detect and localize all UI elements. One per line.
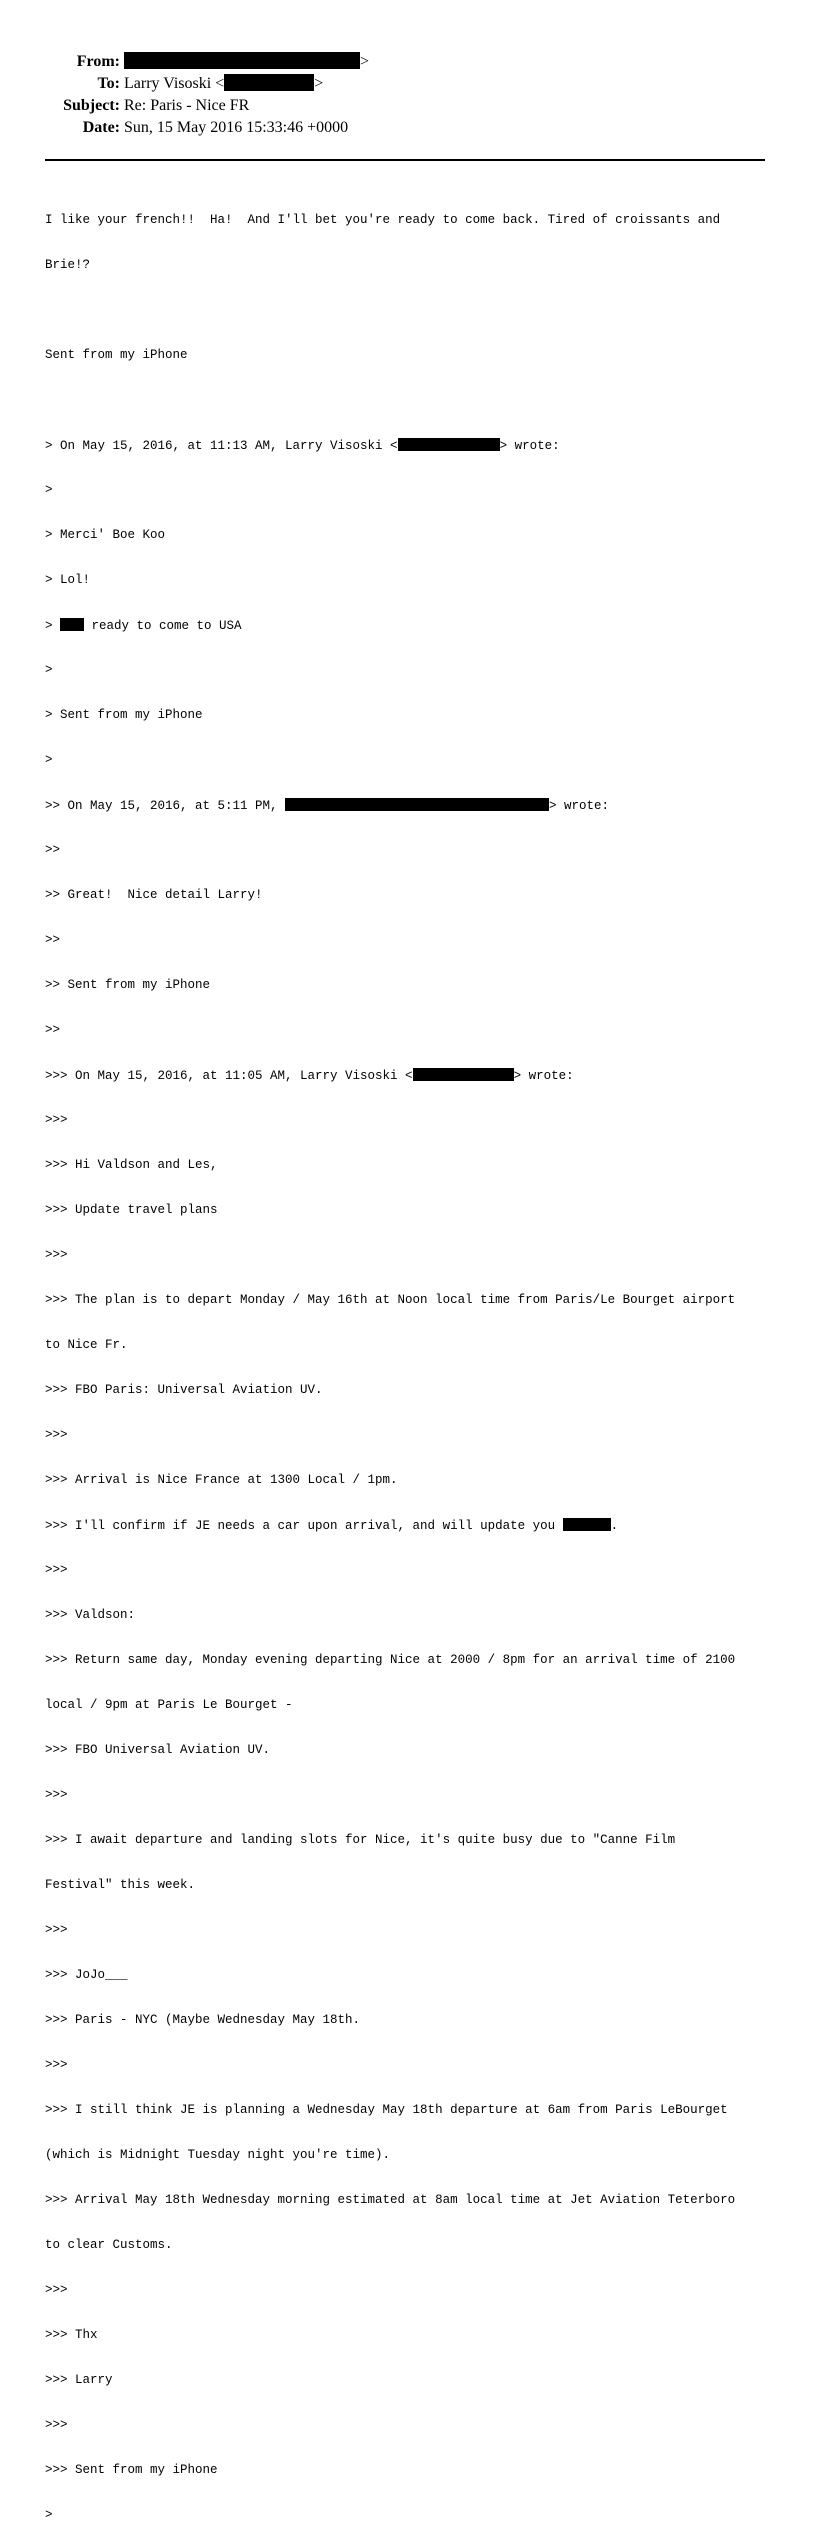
- date-value: Sun, 15 May 2016 15:33:46 +0000: [124, 119, 349, 136]
- redaction-block: [285, 798, 549, 811]
- body-line: >>> FBO Paris: Universal Aviation UV.: [45, 1383, 323, 1397]
- body-line: >>> I still think JE is planning a Wednesday May 18th departure at 6am from Paris LeBourget: [45, 2103, 728, 2117]
- body-line: >>> I await departure and landing slots for Nice, it's quite busy due to "Canne Film: [45, 1833, 676, 1847]
- body-line: >: [45, 2508, 53, 2522]
- body-text: >: [45, 619, 61, 633]
- subject-value: Re: Paris - Nice FR: [124, 97, 250, 114]
- body-line: >>>: [45, 1923, 68, 1937]
- body-line: >>: [45, 1023, 61, 1037]
- body-line-redacted: [45, 1518, 770, 1533]
- body-text: >>> I'll confirm if JE needs a car upon arrival, and will update you: [45, 1519, 563, 1533]
- body-line: [45, 303, 770, 318]
- redaction-block: [124, 52, 360, 69]
- body-line: >: [45, 753, 53, 767]
- body-line: >>>: [45, 2283, 68, 2297]
- body-line: >>>: [45, 2418, 68, 2432]
- quote-header-text: > On May 15, 2016, at 11:13 AM, Larry Visoski <: [45, 439, 398, 453]
- header-divider: [45, 159, 765, 161]
- to-name: Larry Visoski <: [124, 75, 225, 92]
- quote-header-line: [45, 438, 770, 453]
- from-close-angle: >: [360, 53, 370, 70]
- body-line: >>>: [45, 1788, 68, 1802]
- body-line: local / 9pm at Paris Le Bourget -: [45, 1698, 293, 1712]
- body-line: >>: [45, 843, 61, 857]
- body-line: >>>: [45, 1563, 68, 1577]
- quote-header-suffix: > wrote:: [549, 799, 610, 813]
- body-line: >>> Return same day, Monday evening departing Nice at 2000 / 8pm for an arrival time of 2100: [45, 1653, 736, 1667]
- to-label: To:: [97, 75, 120, 92]
- body-line: >> Great! Nice detail Larry!: [45, 888, 263, 902]
- email-body: [45, 183, 770, 2538]
- from-value: [124, 51, 369, 73]
- body-line-redacted: [45, 618, 770, 633]
- to-close-angle: >: [314, 75, 324, 92]
- quote-header-text: >>> On May 15, 2016, at 11:05 AM, Larry Visoski <: [45, 1069, 413, 1083]
- body-line: >>> Larry: [45, 2373, 113, 2387]
- body-line: > Lol!: [45, 573, 91, 587]
- body-line: to clear Customs.: [45, 2238, 173, 2252]
- body-line: >>>: [45, 1428, 68, 1442]
- body-line: >>> The plan is to depart Monday / May 16th at Noon local time from Paris/Le Bourget airport: [45, 1293, 736, 1307]
- body-line: >> Sent from my iPhone: [45, 978, 211, 992]
- redaction-block: [224, 74, 314, 91]
- body-line: >>>: [45, 1113, 68, 1127]
- body-text: .: [610, 1519, 619, 1533]
- body-line: >>> FBO Universal Aviation UV.: [45, 1743, 271, 1757]
- body-line: [45, 393, 770, 408]
- body-line: > Sent from my iPhone: [45, 708, 203, 722]
- body-line: >>> Update travel plans: [45, 1203, 218, 1217]
- date-label: Date:: [82, 119, 120, 136]
- redaction-block: [60, 618, 84, 631]
- body-line: >>> Hi Valdson and Les,: [45, 1158, 218, 1172]
- quote-header-suffix: > wrote:: [499, 439, 560, 453]
- body-line: >: [45, 663, 53, 677]
- body-line: >>> Paris - NYC (Maybe Wednesday May 18th.: [45, 2013, 361, 2027]
- body-line: >>> Sent from my iPhone: [45, 2463, 218, 2477]
- from-label: From:: [76, 53, 120, 70]
- body-line: > Merci' Boe Koo: [45, 528, 166, 542]
- body-line: >>> JoJo___: [45, 1968, 128, 1982]
- body-line: Brie!?: [45, 258, 91, 272]
- body-line: (which is Midnight Tuesday night you're time).: [45, 2148, 391, 2162]
- body-line: Festival" this week.: [45, 1878, 196, 1892]
- body-line: >: [45, 483, 53, 497]
- redaction-block: [563, 1518, 611, 1531]
- quote-header-suffix: > wrote:: [513, 1069, 574, 1083]
- quote-header-text: >> On May 15, 2016, at 5:11 PM,: [45, 799, 286, 813]
- body-line: >>> Valdson:: [45, 1608, 136, 1622]
- body-line: >>: [45, 933, 61, 947]
- body-line: to Nice Fr.: [45, 1338, 128, 1352]
- redaction-block: [413, 1068, 514, 1081]
- body-line: >>>: [45, 1248, 68, 1262]
- subject-label: Subject:: [63, 97, 120, 114]
- body-text: ready to come to USA: [84, 619, 242, 633]
- to-value: [124, 73, 323, 95]
- body-line: >>> Arrival is Nice France at 1300 Local / 1pm.: [45, 1473, 398, 1487]
- quote-header-line: [45, 1068, 770, 1083]
- body-line: Sent from my iPhone: [45, 348, 188, 362]
- quote-header-line: [45, 798, 770, 813]
- body-line: >>> Thx: [45, 2328, 98, 2342]
- body-line: I like your french!! Ha! And I'll bet you're ready to come back. Tired of croissants and: [45, 213, 721, 227]
- body-line: >>> Arrival May 18th Wednesday morning estimated at 8am local time at Jet Aviation Teterboro: [45, 2193, 736, 2207]
- redaction-block: [398, 438, 500, 451]
- body-line: >>>: [45, 2058, 68, 2072]
